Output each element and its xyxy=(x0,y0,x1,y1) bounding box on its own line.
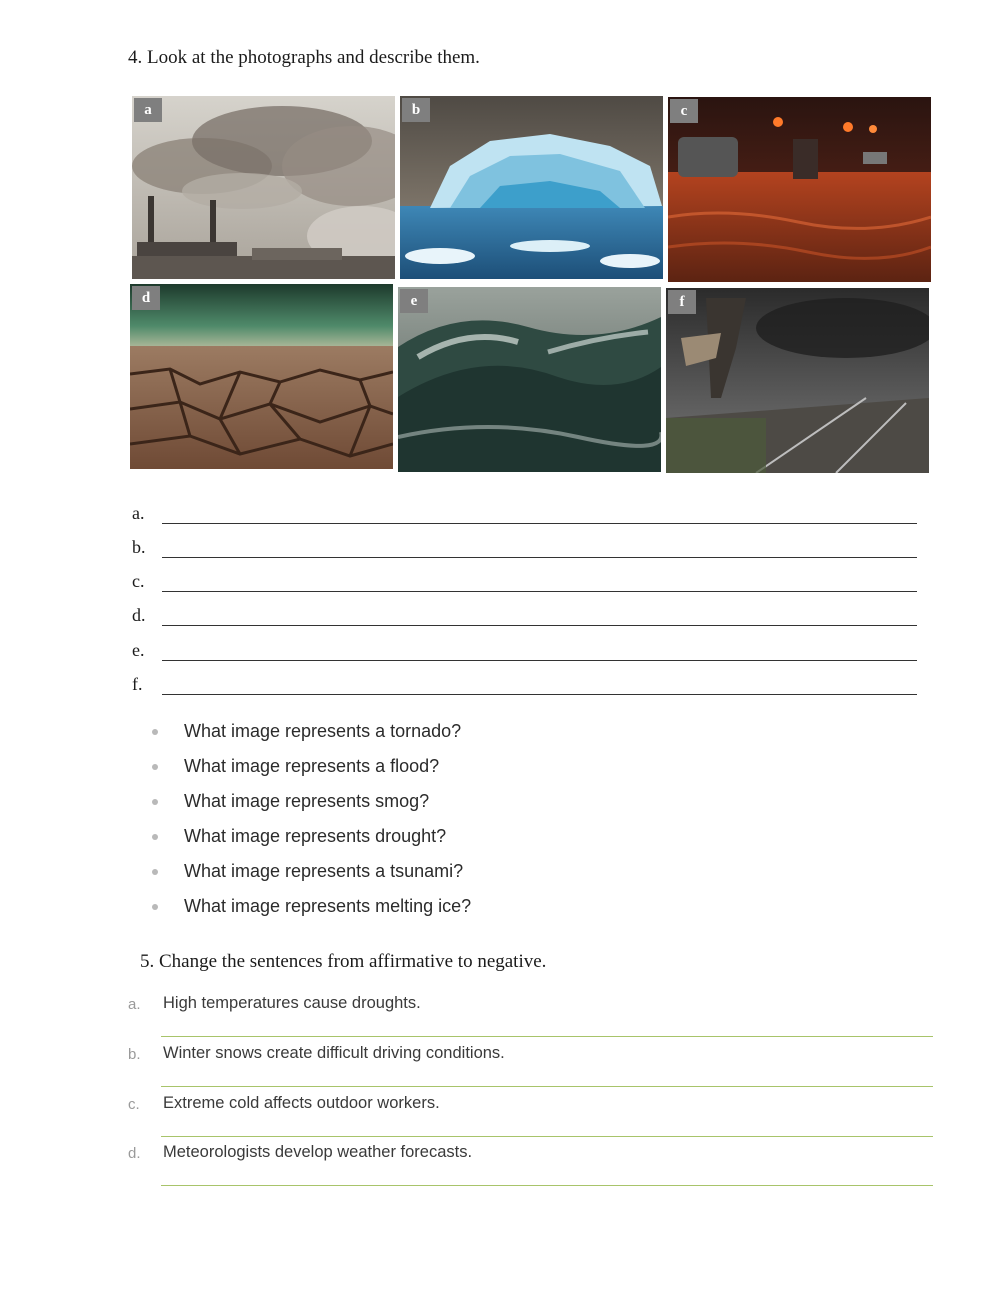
sentence-row-a xyxy=(128,996,933,1046)
prompt-text: What image represents a tornado? xyxy=(184,721,462,741)
answer-row-e xyxy=(132,640,917,664)
photo-e xyxy=(398,287,661,472)
answer-label: c. xyxy=(132,571,145,591)
bullet-icon xyxy=(152,869,158,875)
answer-line-input[interactable] xyxy=(162,557,917,558)
photo-c xyxy=(668,97,931,282)
photo-label-e: e xyxy=(400,289,428,313)
answer-line-input[interactable] xyxy=(161,1086,933,1087)
flooded-street-night-photo xyxy=(668,97,931,282)
photo-label-c: c xyxy=(670,99,698,123)
answer-label: a. xyxy=(132,503,145,523)
answer-line-input[interactable] xyxy=(162,660,917,661)
prompt-text: What image represents a flood? xyxy=(184,756,440,776)
sentence-row-d xyxy=(128,1145,933,1195)
sentence-letter: a. xyxy=(128,996,141,1013)
photo-f xyxy=(666,288,929,473)
sentence-letter: b. xyxy=(128,1046,141,1063)
sentence-text: Winter snows create difficult driving conditions. xyxy=(163,1044,505,1062)
photo-label-a: a xyxy=(134,98,162,122)
photo-label-b: b xyxy=(402,98,430,122)
prompt-text: What image represents melting ice? xyxy=(184,896,472,916)
answer-label: b. xyxy=(132,537,146,557)
answer-row-b xyxy=(132,537,917,561)
sentence-text: High temperatures cause droughts. xyxy=(163,994,421,1012)
bullet-icon xyxy=(152,834,158,840)
sentence-text: Meteorologists develop weather forecasts. xyxy=(163,1143,473,1161)
answer-line-input[interactable] xyxy=(162,591,917,592)
answer-line-input[interactable] xyxy=(162,523,917,524)
photo-a xyxy=(132,96,395,279)
answer-line-input[interactable] xyxy=(161,1185,933,1186)
question-4-title: 4. Look at the photographs and describe them. xyxy=(128,47,480,68)
photo-label-d: d xyxy=(132,286,160,310)
answer-line-input[interactable] xyxy=(162,694,917,695)
bullet-icon xyxy=(152,904,158,910)
answer-label: e. xyxy=(132,640,145,660)
cracked-drought-ground-photo xyxy=(130,284,393,469)
tornado-road-photo xyxy=(666,288,929,473)
photo-label-f: f xyxy=(668,290,696,314)
sentence-row-b xyxy=(128,1046,933,1096)
prompt-text: What image represents a tsunami? xyxy=(184,861,464,881)
answer-row-f xyxy=(132,674,917,698)
answer-line-input[interactable] xyxy=(161,1036,933,1037)
bullet-icon xyxy=(152,799,158,805)
sentence-letter: c. xyxy=(128,1096,140,1113)
sentence-text: Extreme cold affects outdoor workers. xyxy=(163,1094,440,1112)
sentence-letter: d. xyxy=(128,1145,141,1162)
answer-label: f. xyxy=(132,674,143,694)
answer-label: d. xyxy=(132,605,146,625)
sentence-row-c xyxy=(128,1096,933,1146)
prompt-text: What image represents drought? xyxy=(184,826,447,846)
photo-d xyxy=(130,284,393,469)
prompt-text: What image represents smog? xyxy=(184,791,430,811)
answer-row-d xyxy=(132,605,917,629)
question-5-title: 5. Change the sentences from affirmative to negative. xyxy=(140,951,547,972)
answer-row-a xyxy=(132,503,917,527)
photo-b xyxy=(400,96,663,279)
answer-line-input[interactable] xyxy=(161,1136,933,1137)
answer-row-c xyxy=(132,571,917,595)
melting-iceberg-photo xyxy=(400,96,663,279)
answer-line-input[interactable] xyxy=(162,625,917,626)
tsunami-wave-photo xyxy=(398,287,661,472)
bullet-icon xyxy=(152,729,158,735)
bullet-icon xyxy=(152,764,158,770)
factory-smokestack-smog-photo xyxy=(132,96,395,279)
